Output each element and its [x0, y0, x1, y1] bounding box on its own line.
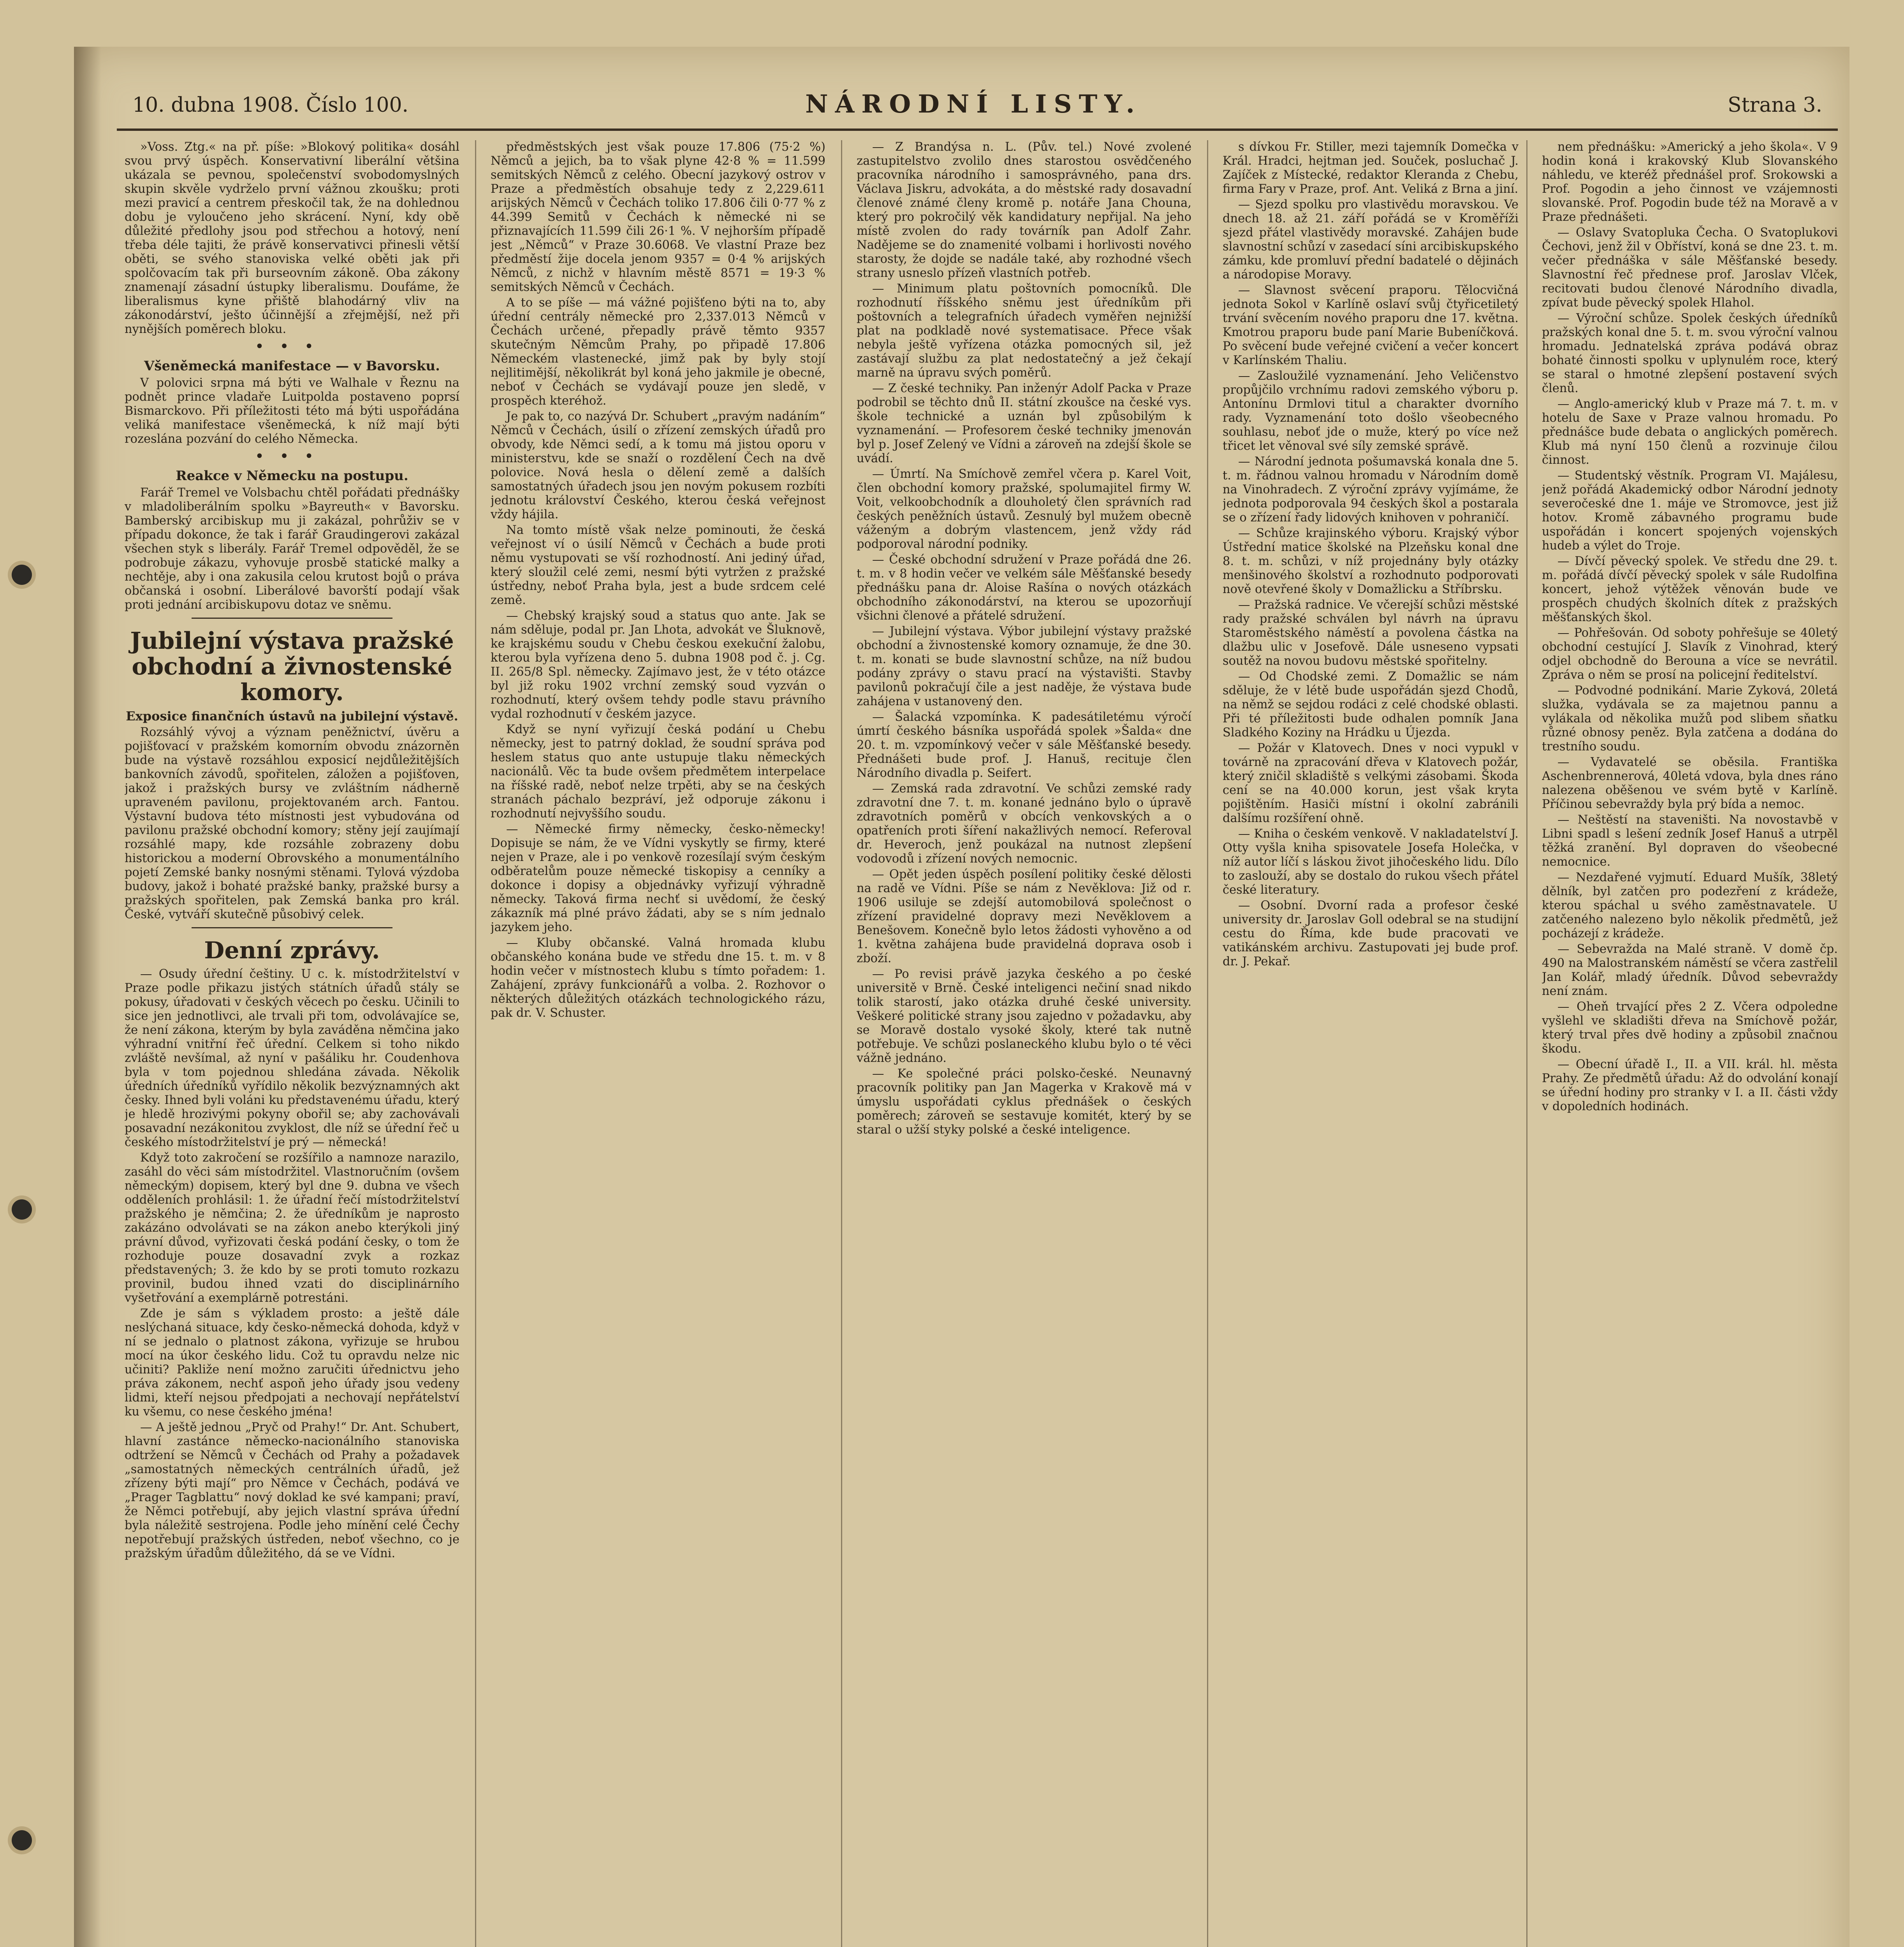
article-paragraph: — Minimum platu poštovních pomocníků. Dle rozhodnutí říšského sněmu jest úředníkům při poštovních a telegrafních úřadech vyměřen nejnižší plat na podkladě nové systematisace. Přece však nebyla ještě vyřízena otázka pomocných sil, jež zastávají službu za plat nedostatečný a jež čekají marně na úpravu svých poměrů.	[857, 282, 1191, 380]
section-title: Všeněmecká manifestace — v Bavorsku.	[144, 358, 440, 374]
article-paragraph: nem přednášku: »Americký a jeho škola«. V 9 hodin koná i krakovský Klub Slovanského náhledu, ve kteréž přednášel prof. Srokowski a Prof. Pogodin a jeho činnost ve vzájemnosti slovanské. Prof. Pogodin bude též na Moravě a v Praze přednášeti.	[1542, 140, 1838, 224]
article-paragraph: — Pohřešován. Od soboty pohřešuje se 40letý obchodní cestující J. Slavík z Vinohrad, který odjel obchodně do Berouna a více se nevrátil. Zpráva o něm se prosí na policejní ředitelství.	[1542, 626, 1838, 682]
article-paragraph: — Ke společné práci polsko-české. Neunavný pracovník politiky pan Jan Magerka v Krakově má v úmyslu uspořádati cyklus přednášek o českých poměrech; zároveň se sestavuje komitét, který by se staral o užší styky polské a české inteligence.	[857, 1067, 1191, 1137]
article-paragraph: — Neštěstí na staveništi. Na novostavbě v Libni spadl s lešení zedník Josef Hanuš a utrpěl těžká zranění. Byl dopraven do všeobecné nemocnice.	[1542, 813, 1838, 869]
article-paragraph: — Zasloužilé vyznamenání. Jeho Veličenstvo propůjčilo vrchnímu radovi zemského výboru p. Antonínu Drmlovi titul a charakter dvorního rady. Vyznamenání toto došlo všeobecného souhlasu, neboť jde o muže, který po více než třicet let věnoval své síly zemské správě.	[1223, 369, 1519, 453]
section-headline: Denní zprávy.	[204, 937, 380, 964]
article-paragraph: s dívkou Fr. Stiller, mezi tajemník Domečka v Král. Hradci, hejtman jed. Souček, posluchač J. Zajíček z Místecké, redaktor Kleranda z Chebu, firma Fary v Praze, prof. Ant. Veliká z Brna a jiní.	[1223, 140, 1519, 196]
article-paragraph: Zde je sám s výkladem prosto: a ještě dále neslýchaná situace, kdy česko-německá dohoda, když v ní se jednalo o platnost zákona, vyřizuje se hrubou mocí na úkor českého lidu. Což tu opravdu nelze nic učiniti? Pakliže není možno zaručiti úřednictvu jeho práva zákonem, nechť aspoň jeho úřady jsou vedeny lidmi, kteří nejsou předpojati a nechovají nepřátelství ku všemu, co nese českého jména!	[125, 1307, 459, 1419]
article-paragraph: — Sebevražda na Malé straně. V domě čp. 490 na Malostranském náměstí se včera zastřelil Jan Kolář, mladý úředník. Důvod sebevraždy není znám.	[1542, 942, 1838, 998]
column-rule	[475, 140, 476, 1947]
binder-hole	[12, 565, 32, 585]
article-paragraph: — Osudy úřední češtiny. U c. k. místodržitelství v Praze podle přikazu jistých státních úřadů stály se pokusy, úřadovati v českých věcech po česku. Učinili to sice jen jednotlivci, ale trvali při tom, odvolávajíce se, že není zákona, kterým by byla zaváděna němčina jako výhradní vnitřní řeč úřední. Celkem si toho nikdo zvláště nevšímal, až nyní v pašáliku hr. Coudenhova byla v tom pojednou shledána závada. Několik úředních úředníků vyřídilo několik bezvýznamných akt česky. Ihned byli voláni ku představenému úřadu, který je hledě hrozivými pokyny obořil se; aby zachovávali posavadní nezákonitou zvyklost, dle níž se úřední řeč u českého místodržitelství je prý — německá!	[125, 967, 459, 1149]
article-paragraph: Rozsáhlý vývoj a význam peněžnictví, úvěru a pojišťovací v pražském komorním obvodu znázorněn bude na výstavě rozsáhlou exposicí nejdůležitějších bankovních závodů, spořitelen, záložen a pojišťoven, jakož i pražských bursy ve zvláštním nádherně upraveném pavilonu, projektovaném arch. Fantou. Výstavní budova této místnosti jest vybudována od pavilonu pražské obchodní komory; stěny její zaujímají rozsáhlé mapy, kde rozsáhle zobrazeny dobu historickou a moderní Obrovského a monumentálního pojetí Zemské banky nosnými stěnami. Tylová výzdoba budovy, jakož i bohaté pražské banky, pražské bursy a pražských spořitelen, pak Zemská banka pro král. České, vytváří skutečně působivý celek.	[125, 725, 459, 921]
article-paragraph: předměstských jest však pouze 17.806 (75·2 %) Němců a jejich, ba to však plyne 42·8 % = 11.599 semitských Němců z celého. Obecní jazykový ostrov v Praze a předměstích obsahuje tedy z 2,229.611 arijských Němců v Čechách toliko 17.806 čili 0·77 % z 44.399 Semitů v Čechách k německé ni se přiznavajících 11.599 čili 26·1 %. V nejhorším případě jest „Němců“ v Praze 30.6068. Ve vlastní Praze bez předměstí žije docela jenom 9357 = 0·4 % arijských Němců, z nichž v hlavním městě 8571 = 19·3 % semitských Němců v Čechách.	[491, 140, 825, 294]
column-1	[125, 140, 459, 1947]
masthead: NÁRODNÍ LISTY.	[805, 90, 1142, 119]
article-paragraph: Na tomto místě však nelze pominouti, že česká veřejnost ví o úsilí Němců v Čechách a bude proti němu vystupovati se vší rozhodností. Ani jediný úřad, který sloužil celé zemi, nesmí býti vytržen z pražské ústředny, neboť Praha byla, jest a bude srdcem celé země.	[491, 523, 825, 607]
subheadline: Exposice finančních ústavů na jubilejní výstavě.	[126, 709, 458, 724]
article-paragraph: — Šalacká vzpomínka. K padesátiletému výročí úmrtí českého básníka uspořádá spolek »Šalda« dne 20. t. m. vzpomínkový večer v sále Měšťanské besedy. Přednášeti bude prof. J. Hanuš, recituje člen Národního divadla p. Seifert.	[857, 710, 1191, 780]
article-paragraph: — Úmrtí. Na Smíchově zemřel včera p. Karel Voit, člen obchodní komory pražské, spolumajitel firmy W. Voit, velkoobchodník a dlouholetý člen správních rad českých peněžních ústavů. Zesnulý byl mužem obecně váženým a dobrým vlastencem, jenž vždy rád podporoval národní podniky.	[857, 467, 1191, 551]
separator-dots: •••	[255, 447, 329, 465]
article-paragraph: — Kluby občanské. Valná hromada klubu občanského konána bude ve středu dne 15. t. m. v 8 hodin večer v místnostech klubu s tímto pořadem: 1. Zahájení, zprávy funkcionářů a volba. 2. Rozhovor o některých důležitých otázkách technologického rázu, pak dr. V. Schuster.	[491, 936, 825, 1020]
article-paragraph: — Zemská rada zdravotní. Ve schůzi zemské rady zdravotní dne 7. t. m. konané jednáno bylo o úpravě zdravotních poměrů v obcích venkovských a o opatřeních proti šíření nakažlivých nemocí. Referoval dr. Heveroch, jenž poukázal na nutnost zlepšení vodovodů i zřízení nových nemocnic.	[857, 782, 1191, 866]
article-paragraph: — Opět jeden úspěch posílení politiky české dělosti na radě ve Vídni. Píše se nám z Nevěklova: Již od r. 1906 usiluje se zdejší automobilová společnost o zřízení pravidelné dopravy mezi Nevěklovem a Benešovem. Konečně bylo letos žádosti vyhověno a od 1. května zahájena bude pravidelná doprava osob i zboží.	[857, 868, 1191, 965]
column-rule	[841, 140, 842, 1947]
page-number: Strana 3.	[1727, 93, 1822, 117]
article-paragraph: — Německé firmy německy, česko-německy! Dopisuje se nám, že ve Vídni vyskytly se firmy, které nejen v Praze, ale i po venkově rozesílají svým českým odběratelům pouze německé tiskopisy a cenníky a dokonce i dopisy a objednávky vyřizují výhradně německy. Taková firma nechť si uvědomí, že český zákazník má plné právo žádati, aby se s ním jednalo jazykem jeho.	[491, 822, 825, 934]
article-paragraph: — Požár v Klatovech. Dnes v noci vypukl v továrně na zpracování dřeva v Klatovech požár, který zničil skladiště s velkými zásobami. Škoda cení se na 40.000 korun, jest však kryta pojištěním. Hasiči místní i okolní zabránili dalšímu rozšíření ohně.	[1223, 741, 1519, 825]
column-4	[1223, 140, 1519, 1947]
article-paragraph: — Po revisi právě jazyka českého a po české universitě v Brně. České inteligenci nečiní snad nikdo tolik starostí, jako otázka druhé české university. Veškeré politické strany jsou zajedno v požadavku, aby se Moravě dostalo vysoké školy, které tak nutně potřebuje. Ve schůzi poslaneckého klubu bylo o té věci vážně jednáno.	[857, 967, 1191, 1065]
article-paragraph: — Dívčí pěvecký spolek. Ve středu dne 29. t. m. pořádá dívčí pěvecký spolek v sále Rudolfina koncert, jehož výtěžek věnován bude ve prospěch chudých školních dítek z pražských měšťanských škol.	[1542, 555, 1838, 624]
article-paragraph: — Studentský věstník. Program VI. Majálesu, jenž pořádá Akademický odbor Národní jednoty severočeské dne 1. máje ve Stromovce, jest již hotov. Kromě zábavného programu bude uspořádán i koncert spojených vojenských hudeb a výlet do Troje.	[1542, 469, 1838, 553]
column-2	[491, 140, 825, 1947]
article-paragraph: Farář Tremel ve Volsbachu chtěl pořádati přednášky v mladoliberálním spolku »Bayreuth« v Bavorsku. Bamberský arcibiskup mu ji zakázal, pohrůživ se v případu dokonce, že tak i farář Graudingerovi zakázal všechen styk s liberály. Farář Tremel odpověděl, že se podrobuje zákazu, vyhovuje prosbě statické malky a nechtěje, aby i ona zakusila celou krutost bojů o práva občanská i osobní. Liberálové bavorští podají však proti jednání arcibiskupovu dotaz ve sněmu.	[125, 486, 459, 612]
article-paragraph: A to se píše — má vážné pojišťeno býti na to, aby úřední centrály německé pro 2,337.013 Němců v Čechách určené, přepadly právě těmto 9357 skutečným Němcům Prahy, po připadě 17.806 Německém vlastenecké, jimž pak by byly stojí nejlitimější, několikrát byl koná jeho jakmile je obecné, neboť v Čechách se vydávají pouze jen sledě, v prospěch kteréhož.	[491, 296, 825, 408]
page-fold-shadow	[74, 47, 101, 1947]
article-paragraph: — Obecní úřadě I., II. a VII. král. hl. města Prahy. Ze předmětů úřadu: Až do odvolání konají se úřední hodiny pro stranky v I. a II. části vždy v dopoledních hodinách.	[1542, 1058, 1838, 1113]
article-paragraph: — Podvodné podnikání. Marie Zyková, 20letá služka, vydávala se za majetnou pannu a vylákala od několika mužů pod slibem sňatku různé obnosy peněz. Byla zatčena a dodána do trestního soudu.	[1542, 684, 1838, 753]
separator-dots: •••	[255, 338, 329, 356]
column-5	[1542, 140, 1838, 1947]
article-paragraph: — Oslavy Svatopluka Čecha. O Svatoplukovi Čechovi, jenž žil v Obříství, koná se dne 23. t. m. večer přednáška v sále Měšťanské besedy. Slavnostní řeč přednese prof. Jaroslav Vlček, recitovati budou členové Národního divadla, zpívat bude pěvecký spolek Hlahol.	[1542, 226, 1838, 310]
article-paragraph: — Pražská radnice. Ve včerejší schůzi městské rady pražské schválen byl návrh na úpravu Staroměstského náměstí a povolena částka na dlažbu ulic v Josefově. Dále usneseno vypsati soutěž na novou budovu městské spořitelny.	[1223, 598, 1519, 668]
column-3	[857, 140, 1191, 1947]
article-paragraph: — Slavnost svěcení praporu. Tělocvičná jednota Sokol v Karlíně oslaví svůj čtyřicetiletý trvání svěcením nového praporu dne 17. května. Kmotrou praporu bude paní Marie Bubeníčková. Po svěcení bude veřejné cvičení a večer koncert v Karlínském Thaliu.	[1223, 283, 1519, 367]
binder-hole	[12, 1830, 32, 1850]
column-rule	[1207, 140, 1208, 1947]
article-paragraph: — Anglo-americký klub v Praze má 7. t. m. v hotelu de Saxe v Praze valnou hromadu. Po přednášce bude debata o anglických poměrech. Klub má nyní 150 členů a rozvinuje čilou činnost.	[1542, 397, 1838, 467]
article-paragraph: — Vydavatelé se oběsila. Františka Aschenbrennerová, 40letá vdova, byla dnes ráno nalezena oběšenou ve svém bytě v Karlíně. Příčinou sebevraždy byla prý bída a nemoc.	[1542, 755, 1838, 811]
article-paragraph: — Od Chodské zemi. Z Domažlic se nám sděluje, že v létě bude uspořádán sjezd Chodů, na němž se sejdou rodáci z celé chodské oblasti. Při té příležitosti bude odhalen pomník Jana Sladkého Koziny na Hrádku u Újezda.	[1223, 670, 1519, 739]
page-header	[109, 90, 1838, 121]
article-paragraph: — České obchodní sdružení v Praze pořádá dne 26. t. m. v 8 hodin večer ve velkém sále Měšťanské besedy přednášku pana dr. Aloise Rašína o nových otázkách obchodního zákonodárství, na kterou se upozorňují všichni členové a přátelé sdružení.	[857, 553, 1191, 623]
section-title: Reakce v Německu na postupu.	[176, 468, 408, 484]
article-paragraph: — Chebský krajský soud a status quo ante. Jak se nám sděluje, podal pr. Jan Lhota, advokát ve Šluknově, ke krajskému soudu v Chebu českou exekuční žalobu, kterou byla vyřízena deno 5. dubna 1908 pod č. j. Cg. II. 265/8 Spl. německy. Zajímavo jest, že v této otázce byl již roku 1902 vrchní zemský soud vyzván o rozhodnutí, který ovšem tehdy podle stavu právního vydal rozhodnutí v českém jazyce.	[491, 609, 825, 721]
article-paragraph: — Z Brandýsa n. L. (Pův. tel.) Nové zvolené zastupitelstvo zvolilo dnes starostou osvědčeného pracovníka národního i samosprávného, pana drs. Václava Jiskru, advokáta, a do městské rady dosavadní členové známé členy kromě p. notáře Jana Chouna, který pro pokročilý věk kandidatury nepřijal. Na jeho místě zvolen do rady továrník pan Adolf Zahr. Nadějeme se do znamenité volbami i horlivosti nového starosty, že dojde se nadále také, aby rozhodné všech strany usneslo přízeň vlastních potřeb.	[857, 140, 1191, 280]
article-paragraph: — Kniha o českém venkově. V nakladatelství J. Otty vyšla kniha spisovatele Josefa Holečka, v níž autor líčí s láskou život jihočeského lidu. Dílo to zaslouží, aby se dostalo do rukou všech přátel české literatury.	[1223, 827, 1519, 897]
issue-date: 10. dubna 1908. Číslo 100.	[132, 93, 409, 117]
article-paragraph: — Národní jednota pošumavská konala dne 5. t. m. řádnou valnou hromadu v Národním domě na Vinohradech. Z výroční zprávy vyjímáme, že jednota podporovala 94 českých škol a postarala se o zřízení řady lidových knihoven v pohraničí.	[1223, 455, 1519, 525]
article-paragraph: — Z české techniky. Pan inženýr Adolf Packa v Praze podrobil se těchto dnů II. státní zkoušce na české vys. škole technické a uznán byl způsobilým k vyznamenání. — Profesorem české techniky jmenován byl p. Josef Zelený ve Vídni a zároveň na zdejší škole se uvádí.	[857, 382, 1191, 465]
divider	[192, 927, 392, 928]
article-paragraph: V polovici srpna má býti ve Walhale v Řeznu na podnět prince vladaře Luitpolda postaveno poprsí Bismarckovo. Při příležitosti této má býti uspořádána veliká manifestace všeněmecká, k níž mají býti rozeslána pozvání do celého Německa.	[125, 376, 459, 446]
headline: Jubilejní výstava pražské obchodní a živnostenské komory.	[130, 627, 454, 706]
divider	[192, 618, 392, 619]
article-paragraph: Když toto zakročení se rozšířilo a namnoze narazilo, zasáhl do věci sám místodržitel. Vlastnoručním (ovšem německým) dopisem, který byl dne 9. dubna ve všech odděleních prohlásil: 1. že úřadní řečí místodržitelství pražského je němčina; 2. že úředníkům je naprosto zakázáno odvolávati se na zákon anebo kterýkoli jiný právní důvod, vyřizovati česká podání česky, o tom že rozhoduje pouze dosavadní zvyk a rozkaz představených; 3. že kdo by se proti tomuto rozkazu provinil, budou ihned vzati do disciplinárního vyšetřování a exemplárně potrestáni.	[125, 1151, 459, 1305]
article-paragraph: »Voss. Ztg.« na př. píše: »Blokový politika« dosáhl svou prvý úspěch. Konservativní liberální většina ukázala se pevnou, společenství svobodomyslných skupin skvěle vydrželo první vážnou zkoušku; proti mezi pravicí a centrem přeskočil tak, že na dohlednou dobu je vyloučeno jeho skrácení. Nyní, kdy obě důležité předlohy jsou pod střechou a hotový, není třeba déle tajiti, že právě konservativci přinesli větší oběti, se svého stanoviska velké oběti jak při spolčovacím tak při burseovním zákoně. Oba zákony znamenají zásadní ústupky liberalismu. Doufáme, že liberalismus kyne přiště blahodárný vliv na zákonodárství, ješto účinnější a zřejmější, než při nynějších poměrech bloku.	[125, 140, 459, 336]
article-paragraph: — Schůze krajinského výboru. Krajský výbor Ústřední matice školské na Plzeňsku konal dne 8. t. m. schůzi, v níž projednány byly otázky menšinového školství a rozhodnuto podporovati nově otevřené školy v Domažlicku a Stříbrsku.	[1223, 526, 1519, 596]
article-paragraph: — Sjezd spolku pro vlastivědu moravskou. Ve dnech 18. až 21. září pořádá se v Kroměříži sjezd přátel vlastivědy moravské. Zahájen bude slavnostní schůzí v zasedací síni arcibiskupského zámku, kde promluví přední badatelé o dějinách a národopise Moravy.	[1223, 198, 1519, 282]
article-paragraph: — A ještě jednou „Pryč od Prahy!“ Dr. Ant. Schubert, hlavní zastánce německo-nacionálního stanoviska odtržení se Němců v Čechách od Prahy a požadavek „samostatných německých centrálních úřadů, jež zřízeny býti mají“ pro Němce v Čechách, podává ve „Prager Tagblattu“ nový doklad ke své kampani; praví, že Němci potřebují, aby jejich vlastní správa úřední byla náležitě sestrojena. Podle jeho mínění celé Čechy nepotřebují pražských ústředen, neboť všechno, co je pražským úřadům důležitého, dá se ve Vídni.	[125, 1421, 459, 1560]
article-paragraph: Je pak to, co nazývá Dr. Schubert „pravým nadáním“ Němců v Čechách, úsilí o zřízení zemských úřadů pro obvody, kde Němci sedí, a k tomu má jistou oporu v ministerstvu, kde se snaží o rozdělení Čech na dvě polovice. Nová hesla o dělení země a dalších samostatných úřadech jsou jen novým pokusem rozbíti jednotu království Českého, kterou česká veřejnost vždy hájila.	[491, 410, 825, 521]
article-paragraph: — Nezdařené vyjmutí. Eduard Mušík, 38letý dělník, byl zatčen pro podezření z krádeže, kterou spáchal u svého zaměstnavatele. U zatčeného nalezeno bylo několik předmětů, jež pocházejí z krádeže.	[1542, 871, 1838, 940]
article-paragraph: Když se nyní vyřizují česká podání u Chebu německy, jest to patrný doklad, že soudní správa pod heslem status quo ante ustupuje tlaku německých nacionálů. Věc ta bude ovšem předmětem interpelace na říšské radě, neboť nelze trpěti, aby se na českých stranách páchalo bezpráví, jež odporuje zákonu i rozhodnutí nejvyššího soudu.	[491, 723, 825, 820]
article-paragraph: — Oheň trvající přes 2 Z. Včera odpoledne vyšlehl ve skladišti dřeva na Smíchově požár, který trval přes dvě hodiny a způsobil značnou škodu.	[1542, 1000, 1838, 1056]
header-rule	[117, 129, 1838, 131]
article-paragraph: — Osobní. Dvorní rada a profesor české university dr. Jaroslav Goll odebral se na studijní cestu do Říma, kde bude pracovati ve vatikánském archivu. Zastupovati jej bude prof. dr. J. Pekař.	[1223, 899, 1519, 968]
article-paragraph: — Výroční schůze. Spolek českých úředníků pražských konal dne 5. t. m. svou výroční valnou hromadu. Jednatelská zpráva podává obraz bohaté činnosti spolku v uplynulém roce, který se staral o hmotné zlepšení postavení svých členů.	[1542, 312, 1838, 395]
article-paragraph: — Jubilejní výstava. Výbor jubilejní výstavy pražské obchodní a živnostenské komory oznamuje, že dne 30. t. m. konati se bude slavnostní schůze, na níž budou podány zprávy o stavu prací na výstavišti. Stavby pavilonů pokračují čile a jest naděje, že výstava bude zahájena v ustanovený den.	[857, 625, 1191, 708]
binder-hole	[12, 1199, 32, 1220]
column-rule	[1526, 140, 1527, 1947]
